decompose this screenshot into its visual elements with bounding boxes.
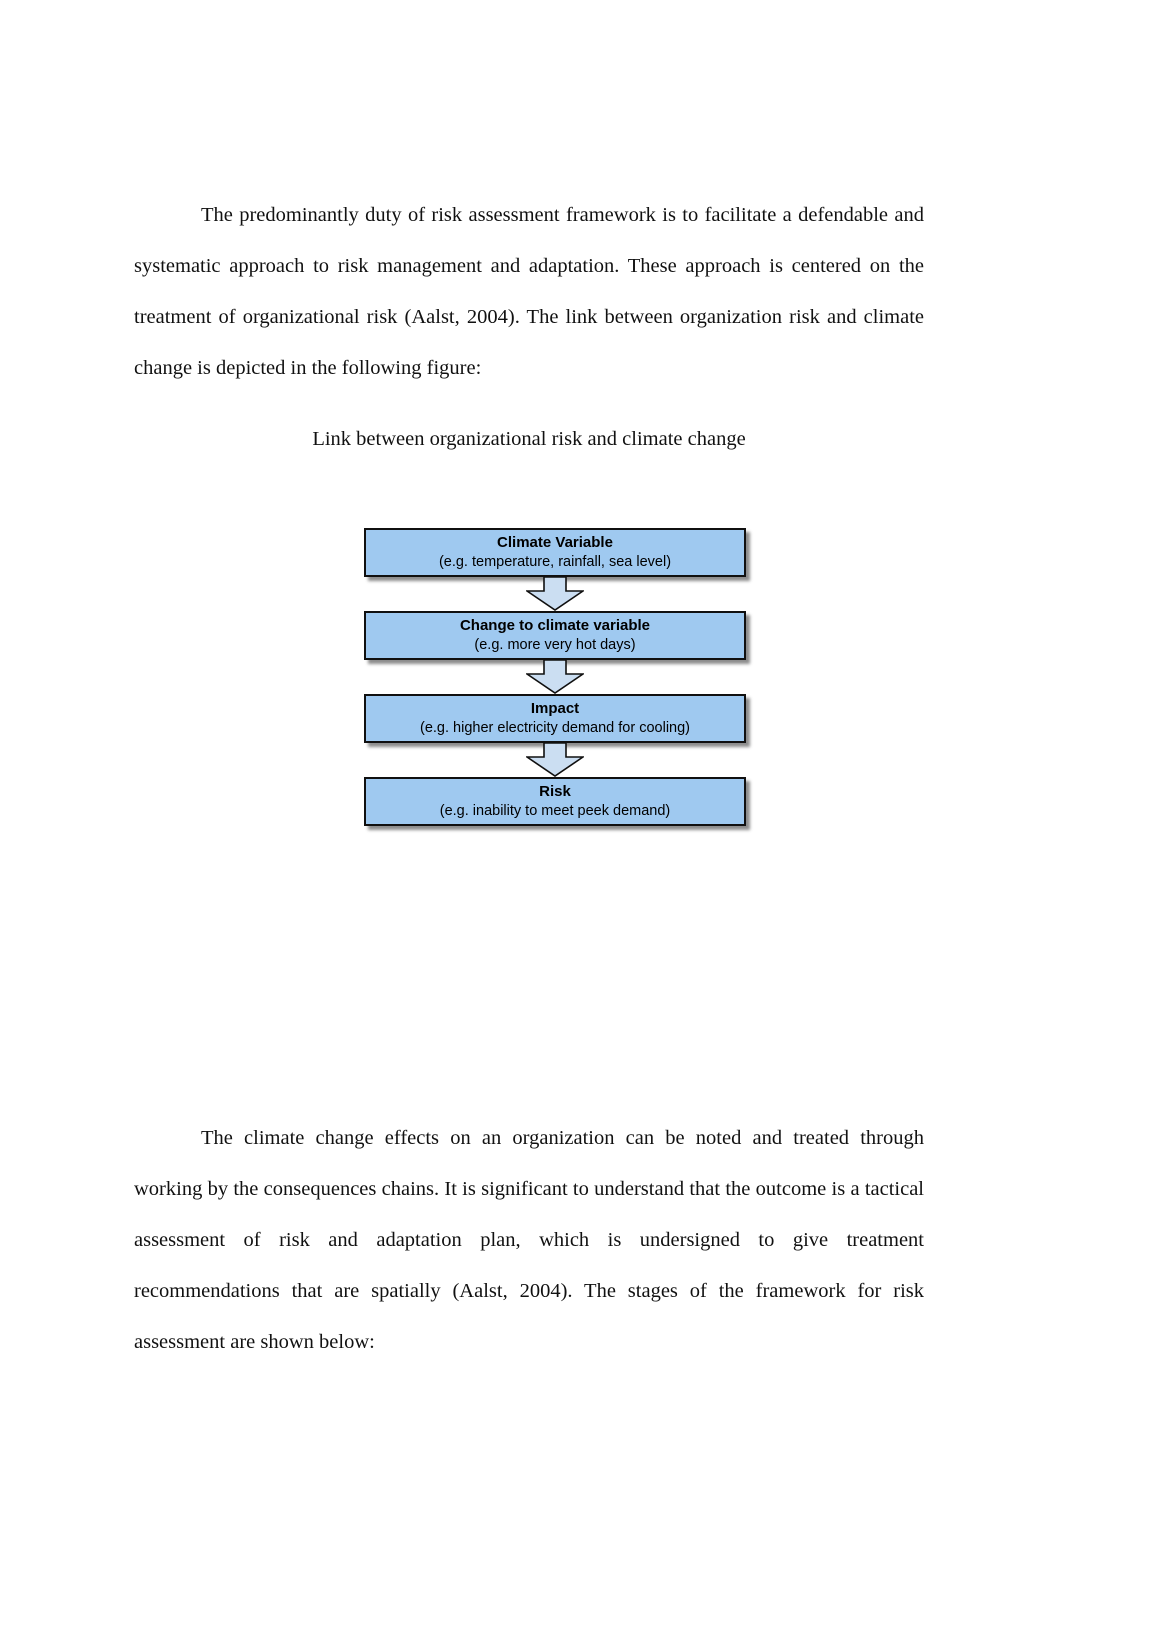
down-arrow-icon [526, 660, 584, 694]
flow-box-title: Climate Variable [497, 534, 613, 551]
paragraph-2: The climate change effects on an organization can be noted and treated through working by the consequences chains. It is significant to understand that the outcome is a tactical assessment of risk and adaptation plan, which is undersigned to give treatment recommendations that are spatially (Aalst, 2004). The stages of the framework for risk assessment are shown below: [134, 1127, 924, 1353]
flow-box-title: Risk [539, 783, 571, 800]
flow-box-change-to-climate-variable [364, 611, 746, 660]
flow-box-impact [364, 694, 746, 743]
flow-diagram [362, 528, 748, 826]
flow-box-subtitle: (e.g. more very hot days) [474, 637, 636, 653]
paragraph-1: The predominantly duty of risk assessment framework is to facilitate a defendable and systematic approach to risk management and adaptation. These approach is centered on the treatment of organizational risk (Aalst, 2004). The link between organization risk and climate change is depicted in the following figure: [134, 204, 924, 379]
flow-box-subtitle: (e.g. inability to meet peek demand) [439, 803, 671, 819]
down-arrow-icon [526, 577, 584, 611]
flow-box-climate-variable [364, 528, 746, 577]
flow-box-title: Change to climate variable [459, 617, 651, 634]
flow-box-subtitle: (e.g. temperature, rainfall, sea level) [438, 554, 672, 570]
down-arrow-icon [526, 743, 584, 777]
flow-box-subtitle: (e.g. higher electricity demand for cooling) [420, 720, 690, 736]
figure-caption: Link between organizational risk and climate change [312, 428, 746, 450]
flow-box-risk [364, 777, 746, 826]
flow-box-title: Impact [530, 700, 580, 717]
